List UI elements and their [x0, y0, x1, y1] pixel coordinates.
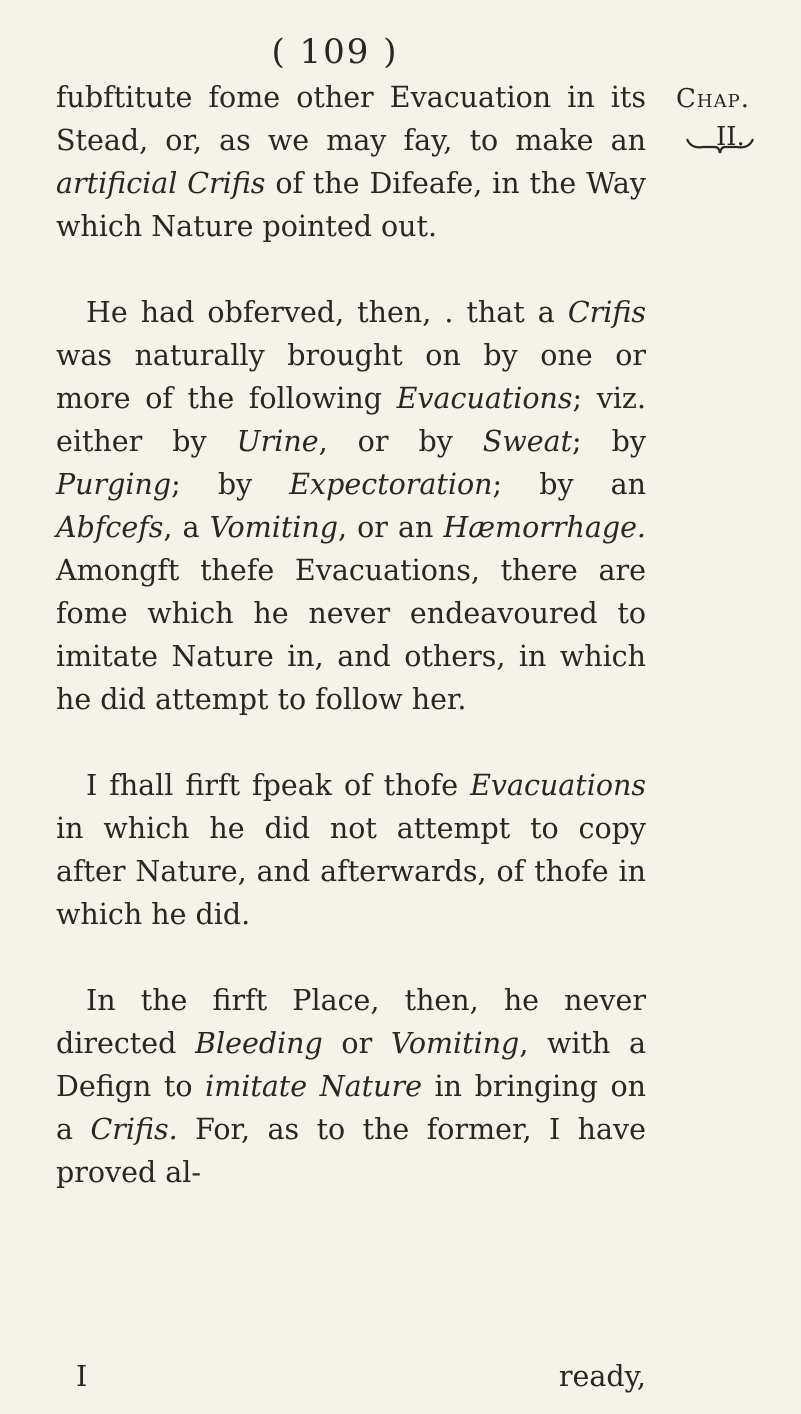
body-text	[56, 76, 646, 1194]
signature-mark: I	[76, 1360, 88, 1393]
page-number: ( 109 )	[271, 32, 399, 72]
paragraph-4: In the firft Place, then, he never directed Bleeding or Vomiting, with a Defign to imitate Nature in bringing on a Crifis. For, as to the former, I have proved al-	[56, 984, 646, 1189]
paragraph-2: He had obferved, then, . that a Crifis was naturally brought on by one or more of the following Evacuations; viz. either by Urine, or by Sweat; by Purging; by Expectoration; by an Abfcefs, a Vomiting, or an Hæmorrhage. Amongft thefe Evacuations, there are fome which he never endeavoured to imitate Nature in, and others, in which he did attempt to follow her.	[56, 296, 647, 716]
chapter-label: Chap.	[676, 84, 750, 114]
catchword: ready,	[558, 1360, 646, 1393]
paragraph-1: fubftitute fome other Evacuation in its Stead, or, as we may fay, to make an artificial Crifis of the Difeafe, in the Way which Nature pointed out.	[56, 81, 646, 243]
page-footer	[56, 1360, 646, 1393]
chapter-number: II.	[716, 122, 745, 152]
brace-ornament	[685, 135, 755, 157]
paragraph-3: I fhall firft fpeak of thofe Evacuations in which he did not attempt to copy after Nature, and afterwards, of thofe in which he did.	[56, 769, 646, 931]
